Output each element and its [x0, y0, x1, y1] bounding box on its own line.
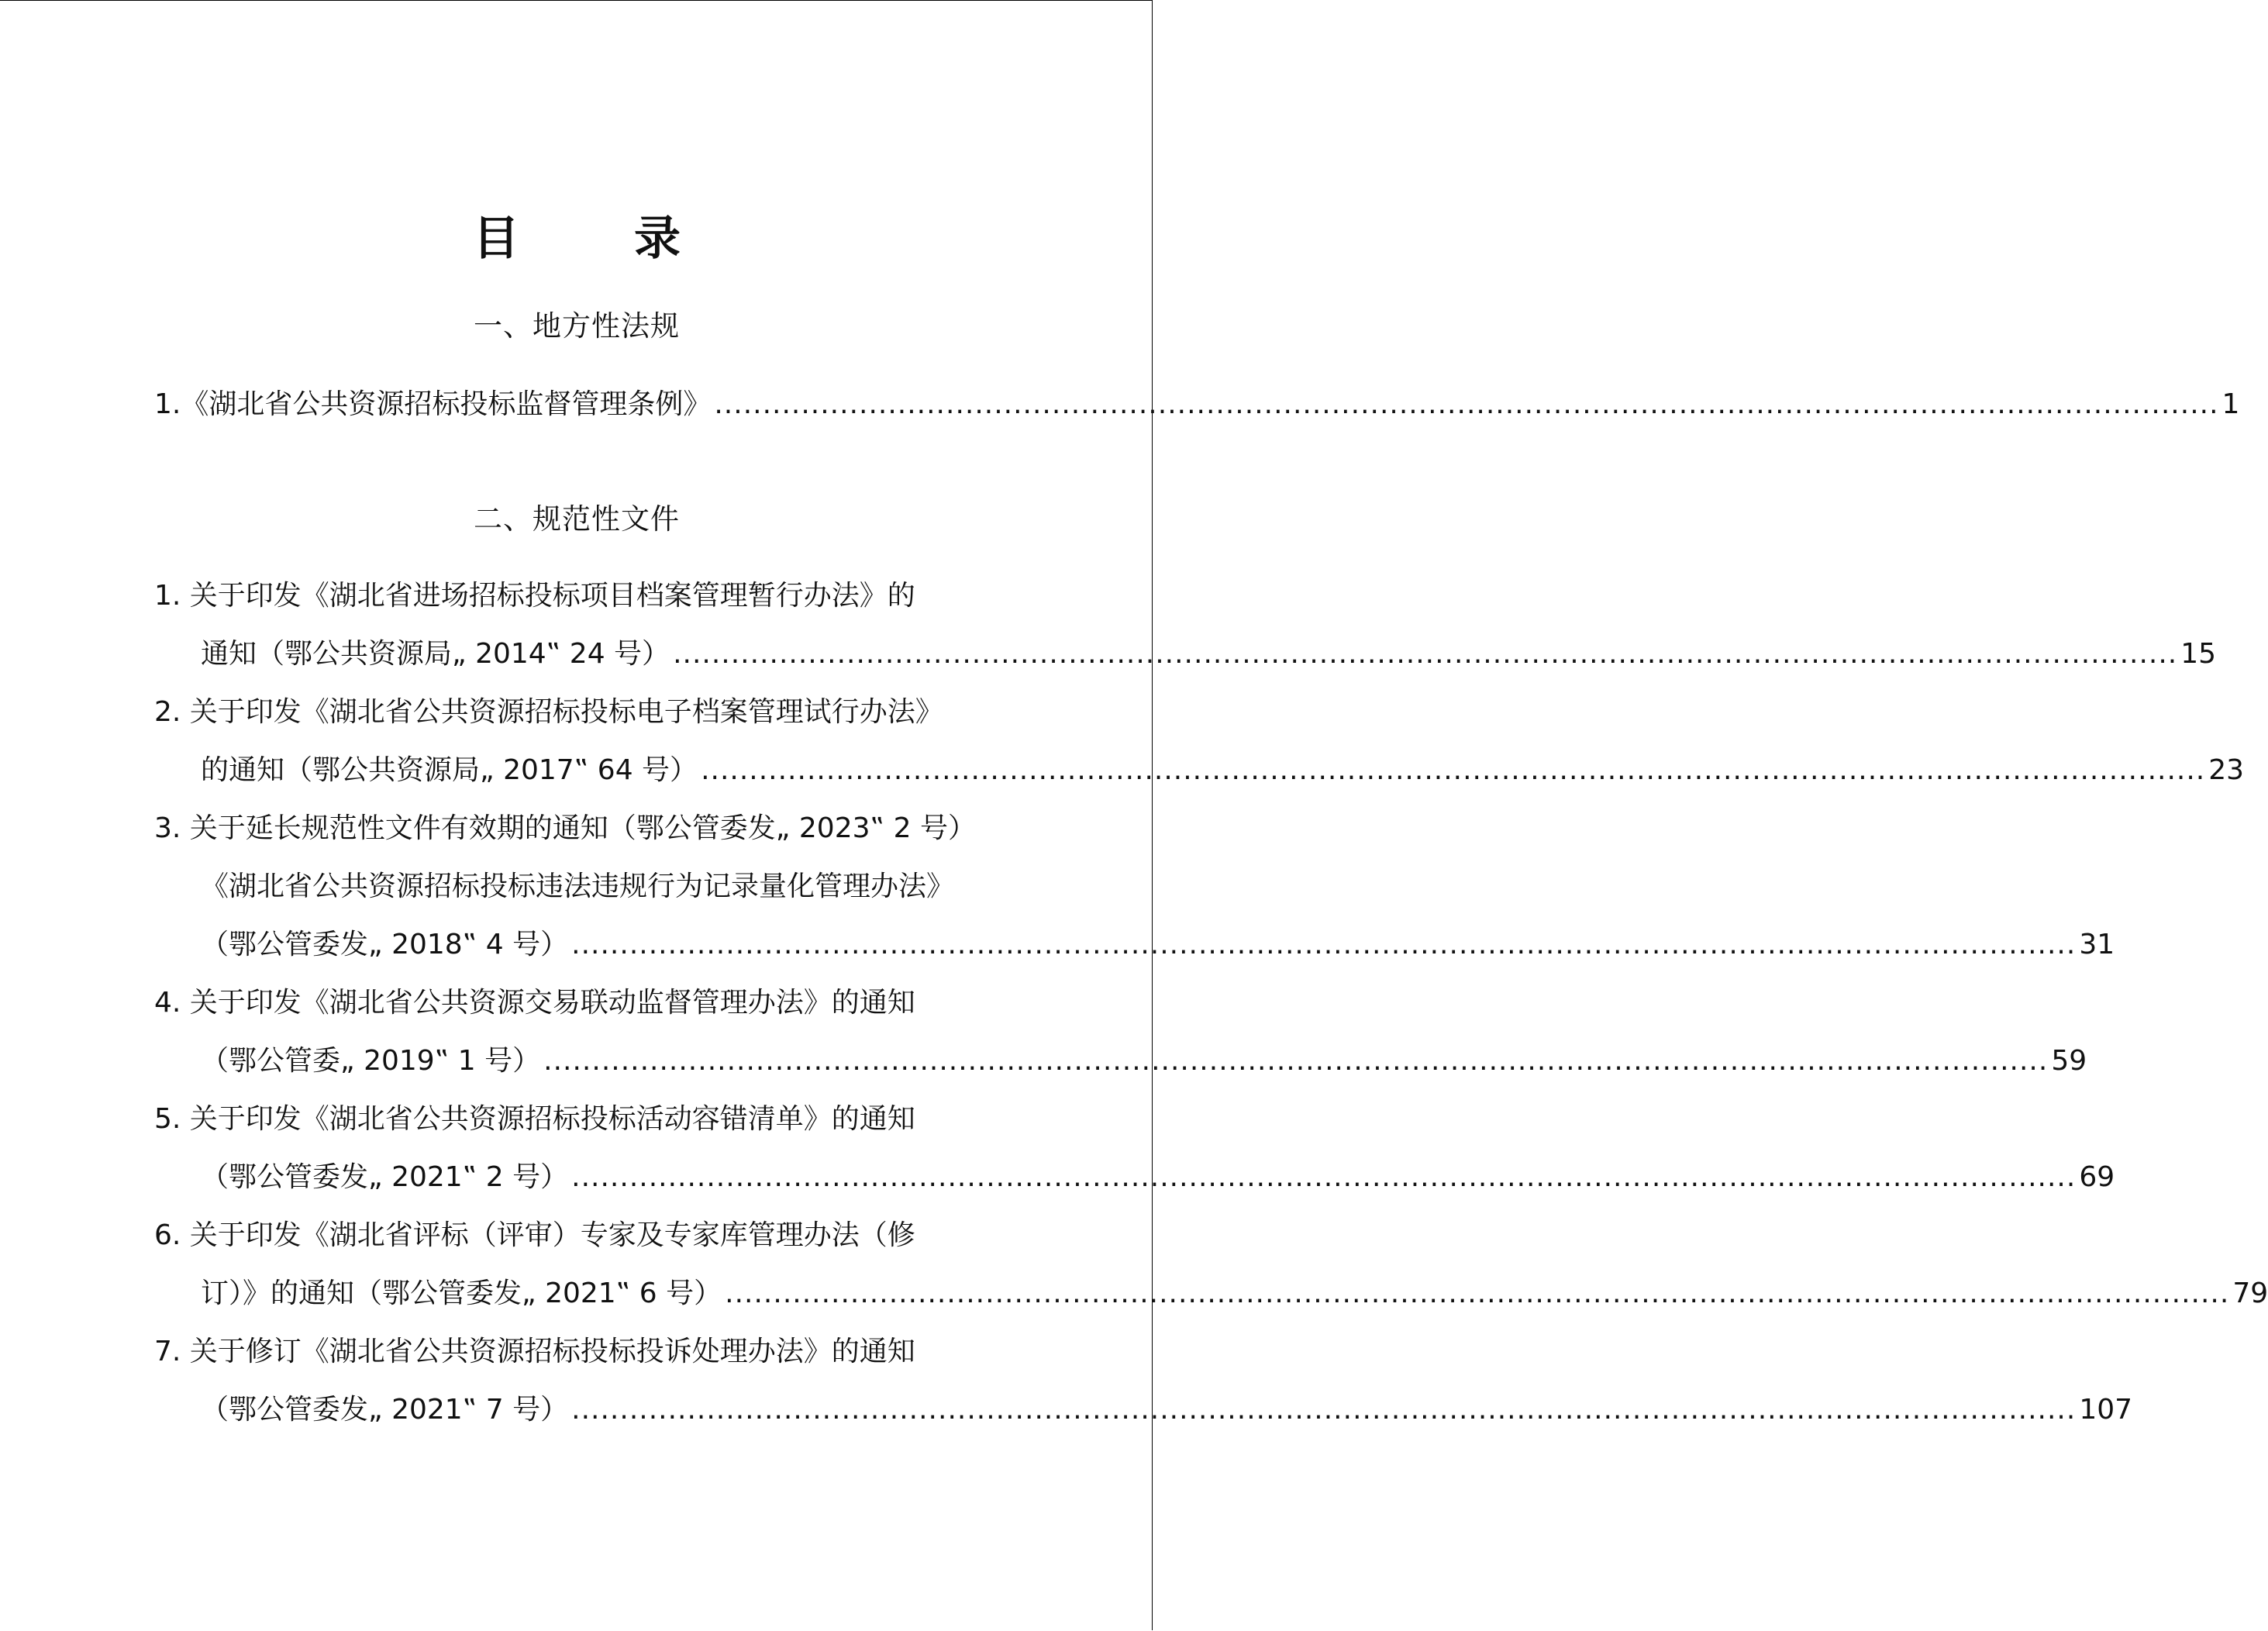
toc-entry-continuation[interactable]: [201, 868, 954, 905]
toc-entry-text: 订）》的通知（鄂公管委发„ 2021‟ 6 号）: [201, 1278, 722, 1309]
toc-entry[interactable]: [154, 578, 915, 615]
toc-leader-dots: ............................................................................................................................................................: [571, 1161, 2077, 1193]
toc-entry-text: 1. 关于印发《湖北省进场招标投标项目档案管理暂行办法》的: [154, 580, 915, 612]
toc-entry-continuation[interactable]: [201, 1391, 2133, 1429]
toc-entry[interactable]: [154, 1101, 915, 1138]
toc-entry-text: 7. 关于修订《湖北省公共资源招标投标投诉处理办法》的通知: [154, 1336, 915, 1367]
section-heading-local-regulations: 一、地方性法规: [474, 309, 680, 343]
toc-leader-dots: ............................................................................................................................................................: [571, 1394, 2077, 1426]
toc-page-number: 15: [2180, 638, 2217, 670]
toc-entry-continuation[interactable]: [201, 926, 2115, 964]
toc-entry-text: 5. 关于印发《湖北省公共资源招标投标活动容错清单》的通知: [154, 1103, 915, 1135]
toc-page-number: 79: [2232, 1278, 2268, 1309]
toc-entry-continuation[interactable]: [201, 1275, 2268, 1312]
toc-entry[interactable]: [154, 1333, 915, 1371]
toc-leader-dots: ............................................................................................................................................................: [673, 638, 2178, 670]
toc-entry[interactable]: [154, 1217, 915, 1254]
toc-entry-text: （鄂公管委发„ 2018‟ 4 号）: [201, 929, 569, 960]
toc-entry-text: 2. 关于印发《湖北省公共资源招标投标电子档案管理试行办法》: [154, 696, 943, 728]
toc-leader-dots: ............................................................................................................................................................: [571, 929, 2077, 960]
toc-page-number: 107: [2079, 1394, 2133, 1426]
toc-entry[interactable]: [154, 810, 976, 847]
toc-entry-continuation[interactable]: [201, 636, 2217, 673]
toc-entry-text: 《湖北省公共资源招标投标违法违规行为记录量化管理办法》: [201, 871, 955, 902]
toc-entry-text: 6. 关于印发《湖北省评标（评审）专家及专家库管理办法（修: [154, 1219, 915, 1251]
toc-entry-continuation[interactable]: [201, 1043, 2087, 1080]
toc-leader-dots: ............................................................................................................................................................: [701, 754, 2206, 786]
toc-entry[interactable]: [154, 386, 2240, 423]
toc-entry-continuation[interactable]: [201, 752, 2245, 789]
toc-entry[interactable]: [154, 984, 915, 1022]
toc-entry-text: 1.《湖北省公共资源招标投标监督管理条例》: [154, 388, 712, 420]
section-heading-normative-documents: 二、规范性文件: [474, 502, 680, 536]
toc-leader-dots: ............................................................................................................................................................: [714, 388, 2219, 420]
toc-entry-continuation[interactable]: [201, 1159, 2115, 1196]
toc-page-number: 1: [2221, 388, 2240, 420]
toc-entry-text: 4. 关于印发《湖北省公共资源交易联动监督管理办法》的通知: [154, 987, 915, 1019]
toc-page-number: 31: [2079, 929, 2115, 960]
toc-page-number: 23: [2208, 754, 2245, 786]
toc-entry[interactable]: [154, 694, 943, 731]
toc-entry-text: （鄂公管委发„ 2021‟ 2 号）: [201, 1161, 569, 1193]
toc-page-number: 59: [2051, 1045, 2087, 1077]
toc-entry-text: 3. 关于延长规范性文件有效期的通知（鄂公管委发„ 2023‟ 2 号）: [154, 812, 976, 844]
toc-entry-text: （鄂公管委„ 2019‟ 1 号）: [201, 1045, 541, 1077]
toc-entry-text: （鄂公管委发„ 2021‟ 7 号）: [201, 1394, 569, 1426]
page-title: 目 录: [473, 212, 715, 266]
toc-leader-dots: ............................................................................................................................................................: [725, 1278, 2230, 1309]
toc-leader-dots: ............................................................................................................................................................: [543, 1045, 2049, 1077]
toc-page-number: 69: [2079, 1161, 2115, 1193]
toc-entry-text: 的通知（鄂公共资源局„ 2017‟ 64 号）: [201, 754, 698, 786]
toc-entry-text: 通知（鄂公共资源局„ 2014‟ 24 号）: [201, 638, 670, 670]
